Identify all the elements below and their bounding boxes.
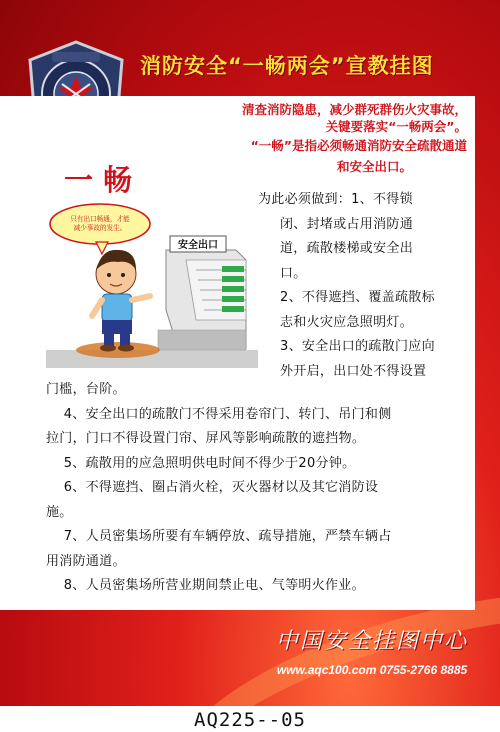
speech-text: 减少事故的发生。	[73, 224, 127, 232]
intro-line: 关键要落实“一畅两会”。	[325, 119, 467, 134]
rule-line: 外开启，出口处不得设置	[280, 363, 427, 379]
poster-code: AQ225--05	[194, 709, 306, 731]
rule-line: 拉门，门口不得设置门帘、屏风等影响疏散的遮挡物。	[46, 431, 366, 446]
rule-line: 口。	[280, 265, 307, 281]
brand-logo-text: 中国安全挂图中心	[275, 629, 468, 654]
rule-line: 闭、封堵或占用消防通	[280, 216, 414, 232]
rule-line: 志和火灾应急照明灯。	[280, 314, 414, 330]
poster-title: 消防安全“一畅两会”宣教挂图	[140, 54, 434, 78]
rules-text-full	[46, 378, 471, 599]
speech-text: 只有出口畅通，才能	[70, 215, 130, 223]
rule-line: 门槛，台阶。	[46, 382, 126, 397]
boy-figure	[76, 250, 160, 358]
intro-line: 清查消防隐患，减少群死群伤火灾事故，	[241, 102, 467, 117]
rule-line: 8、人员密集场所营业期间禁止电、气等明火作业。	[46, 578, 365, 593]
rules-text-right	[258, 188, 470, 384]
rule-line: 5、疏散用的应急照明供电时间不得少于20分钟。	[46, 455, 356, 471]
rule-line: 7、人员密集场所要有车辆停放、疏导措施，严禁车辆占	[46, 529, 392, 544]
rule-line: 2、不得遮挡、覆盖疏散标	[280, 290, 435, 305]
rule-line: 4、安全出口的疏散门不得采用卷帘门、转门、吊门和侧	[46, 406, 392, 422]
rule-line: 为此必须做到：1、不得锁	[258, 192, 413, 207]
contact-info: www.aqc100.com 0755-2766 8885	[276, 663, 468, 677]
rule-line: 6、不得遮挡、圈占消火栓，灭火器材以及其它消防设	[46, 480, 379, 495]
intro-line: “一畅”是指必须畅通消防安全疏散通道	[250, 138, 467, 153]
speech-bubble	[50, 204, 150, 254]
rule-line: 用消防通道。	[46, 553, 126, 569]
exit-illustration	[46, 200, 258, 368]
intro-line: 和安全出口。	[336, 159, 412, 174]
section-heading: 一畅	[64, 163, 143, 197]
exit-sign-text: 安全出口	[178, 240, 218, 251]
rule-line: 施。	[46, 504, 73, 520]
rule-line: 3、安全出口的疏散门应向	[280, 339, 435, 354]
rule-line: 道，疏散楼梯或安全出	[280, 241, 414, 256]
exit-sign	[170, 236, 226, 252]
